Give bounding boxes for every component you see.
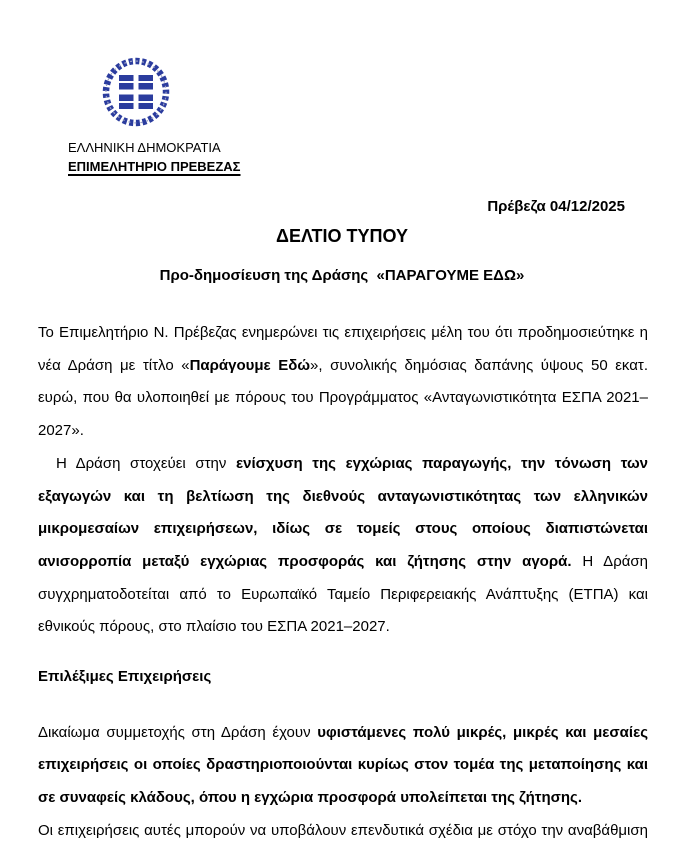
greek-national-emblem-icon	[102, 57, 170, 127]
text-run: Δικαίωμα συμμετοχής στη Δράση έχουν	[38, 723, 318, 741]
text-run: Οι επιχειρήσεις αυτές μπορούν να υποβάλουν επενδυτικά σχέδια με στόχο την αναβάθμιση	[38, 821, 648, 839]
paragraph	[38, 717, 648, 815]
org-country-line: ΕΛΛΗΝΙΚΗ ΔΗΜΟΚΡΑΤΙΑ	[68, 140, 221, 155]
org-chamber-line: ΕΠΙΜΕΛΗΤΗΡΙΟ ΠΡΕΒΕΖΑΣ	[68, 159, 241, 174]
bold-text-run: ενίσχυση της εγχώριας παραγωγής, την τόνωση των εξαγωγών και τη βελτίωση της διεθνούς ανταγωνιστικότητας των ελληνικών μικρομεσαίων επιχειρήσεων, ιδίως σε τομείς στους οποίους διαπιστώνεται ανισορροπία μεταξύ εγχώριας προσφοράς και ζήτησης στην αγορά.	[38, 454, 648, 570]
page-title: ΔΕΛΤΙΟ ΤΥΠΟΥ	[276, 226, 408, 246]
bold-text-run: υφιστάμενες πολύ μικρές, μικρές και μεσαίες επιχειρήσεις οι οποίες δραστηριοποιούνται κυρίως στον τομέα της μεταποίησης και σε συναφείς κλάδους, όπου η εγχώρια προσφορά υπολείπεται της ζήτησης.	[38, 723, 648, 807]
text-run: Η Δράση στοχεύει στην	[56, 454, 236, 472]
text-run: Η Δράση συγχρηματοδοτείται από το Ευρωπαϊκό Ταμείο Περιφερειακής Ανάπτυξης (ΕΤΠΑ) και εθνικούς πόρους, στο πλαίσιο του ΕΣΠΑ 2021–2027.	[38, 552, 648, 636]
bold-text-run: Παράγουμε Εδώ	[189, 356, 310, 374]
document-subtitle: Προ-δημοσίευση της Δράσης «ΠΑΡΑΓΟΥΜΕ ΕΔΩ»	[159, 267, 525, 284]
section-heading: Επιλέξιμες Επιχειρήσεις	[38, 668, 212, 686]
paragraph	[38, 448, 648, 644]
emblem-svg	[102, 57, 170, 127]
dateline: Πρέβεζα 04/12/2025	[487, 198, 625, 215]
text-run: », συνολικής δημόσιας δαπάνης ύψους 50 εκατ. ευρώ, που θα υλοποιηθεί με πόρους του Προγράμματος «Ανταγωνιστικότητα ΕΣΠΑ 2021–2027».	[38, 356, 648, 440]
paragraph	[38, 317, 648, 448]
organization-block	[68, 138, 241, 176]
document-body	[38, 317, 648, 848]
paragraph	[38, 815, 648, 848]
text-run: Το Επιμελητήριο Ν. Πρέβεζας ενημερώνει τις επιχειρήσεις μέλη του ότι προδημοσιεύτηκε η νέα Δράση με τίτλο «	[38, 324, 648, 374]
